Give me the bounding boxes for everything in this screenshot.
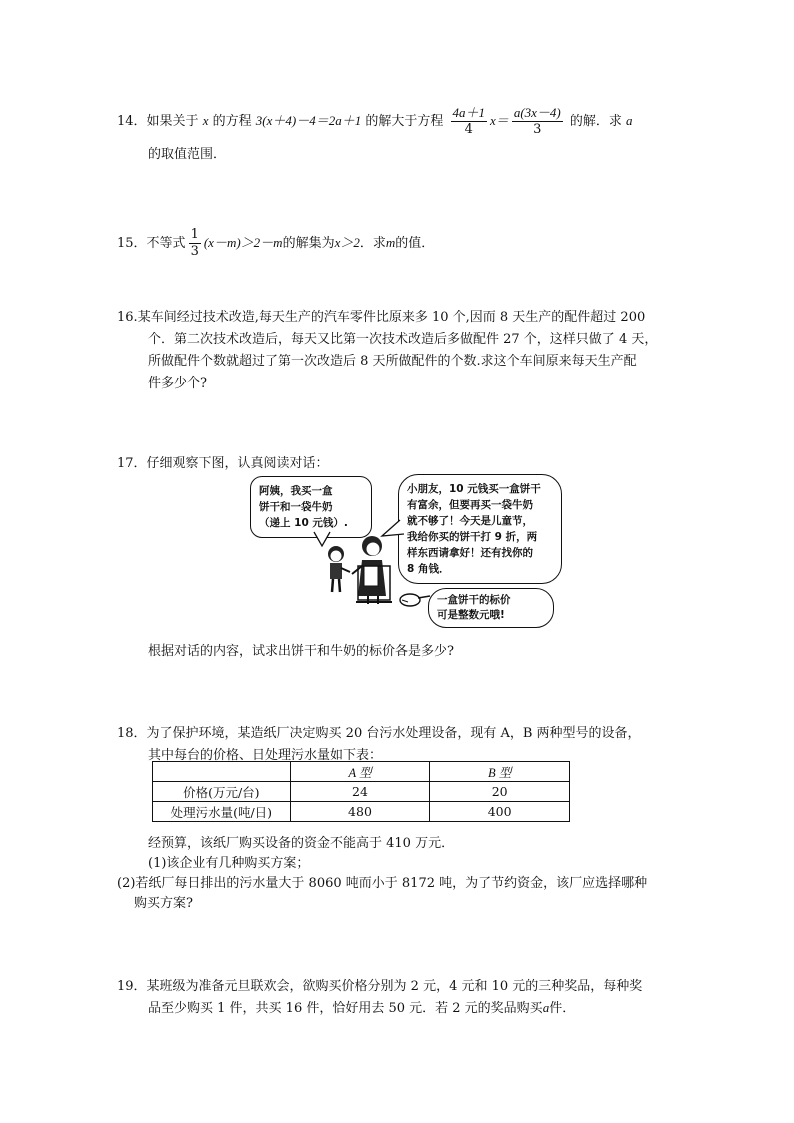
table-header-a: A 型 [290,762,430,782]
q17-number: 17． [117,456,147,471]
q14-line2: 的取值范围． [148,147,227,162]
q15-number: 15． [117,236,147,251]
pointing-hand-icon [400,594,430,606]
table-row: 处理污水量(吨/日) 480 400 [153,802,570,822]
q14-line1: 14．如果关于 x 的方程 3(x＋4)－4＝2a＋1 的解大于方程 $\frac{4a+1}{4}$ x＝ $\frac{a(3x-4)}{3}$ 的解．求 a [117,105,633,137]
table-row: 价格(万元/台) 24 20 [153,782,570,802]
q15-line: 15．不等式 $\frac{1}{3}$ (x－m)＞2－m的解集为x＞2．求m的值． [117,227,435,259]
q16-number: 16. [117,310,138,325]
q16-line2: 个．第二次技术改造后，每天又比第一次技术改造后多做配件 27 个，这样只做了 4 天， [148,332,658,347]
q18-number: 18． [117,726,147,741]
lady-figure [352,536,386,604]
q18-line2: 其中每台的价格、日处理污水量如下表： [148,748,383,763]
dialogue-illustration [244,470,564,630]
q14-fraction-1: $\frac{4a+1}{4}$ [452,105,486,137]
q17-question: 根据对话的内容，试求出饼干和牛奶的标价各是多少? [148,644,454,659]
table-header-b: B 型 [430,762,570,782]
q19-number: 19． [117,979,147,994]
q16-line3: 所做配件个数就超过了第一次改造后 8 天所做配件的个数.求这个车间原来每天生产配 [148,354,637,369]
q15-expression: (x－m)＞2－m [203,235,283,250]
q16-line4: 件多少个? [148,376,207,391]
table-header-row [153,762,570,782]
q16-line1: 16.某车间经过技术改造,每天生产的汽车零件比原来多 10 个,因而 8 天生产的配件超过 200 [117,310,646,325]
q19-line1: 19．某班级为准备元旦联欢会，欲购买价格分别为 2 元，4 元和 10 元的三种奖品，每种奖 [117,979,643,994]
q18-sub2-line2: 购买方案? [134,896,193,911]
q18-budget: 经预算，该纸厂购买设备的资金不能高于 410 万元． [148,836,455,851]
q18-line1: 18．为了保护环境，某造纸厂决定购买 20 台污水处理设备，现有 A，B 两种型号的设备， [117,726,641,741]
q17-intro: 17．仔细观察下图，认真阅读对话： [117,456,329,471]
q18-sub1: (1)该企业有几种购买方案； [148,856,310,871]
q19-line2: 品至少购买 1 件，共买 16 件，恰好用去 50 元．若 2 元的奖品购买a件． [148,1000,576,1016]
note-speech-bubble: 一盒饼干的标价 可是整数元哦! [428,588,554,628]
child-speech-bubble: 阿姨，我买一盒 饼干和一袋牛奶 （递上 10 元钱）. [250,476,372,538]
q15-fraction: $\frac{1}{3}$ [190,227,199,259]
equipment-table [152,761,570,822]
q14-fraction-2: $\frac{a(3x-4)}{3}$ [513,105,561,137]
child-figure [328,546,350,592]
q18-sub2-line1: (2)若纸厂每日排出的污水量大于 8060 吨而小于 8172 吨，为了节约资金，该厂应选择哪种 [117,876,648,891]
q14-equation: 3(x＋4)－4＝2a＋1 [255,113,362,128]
q14-number: 14． [117,114,147,129]
lady-speech-bubble: 小朋友，10 元钱买一盒饼干 有富余，但要再买一袋牛奶 就不够了！今天是儿童节， 我给你买的饼干打 9 折，两 样东西请拿好！还有找你的 8 角钱． [398,474,562,584]
counter-stand [358,566,390,600]
